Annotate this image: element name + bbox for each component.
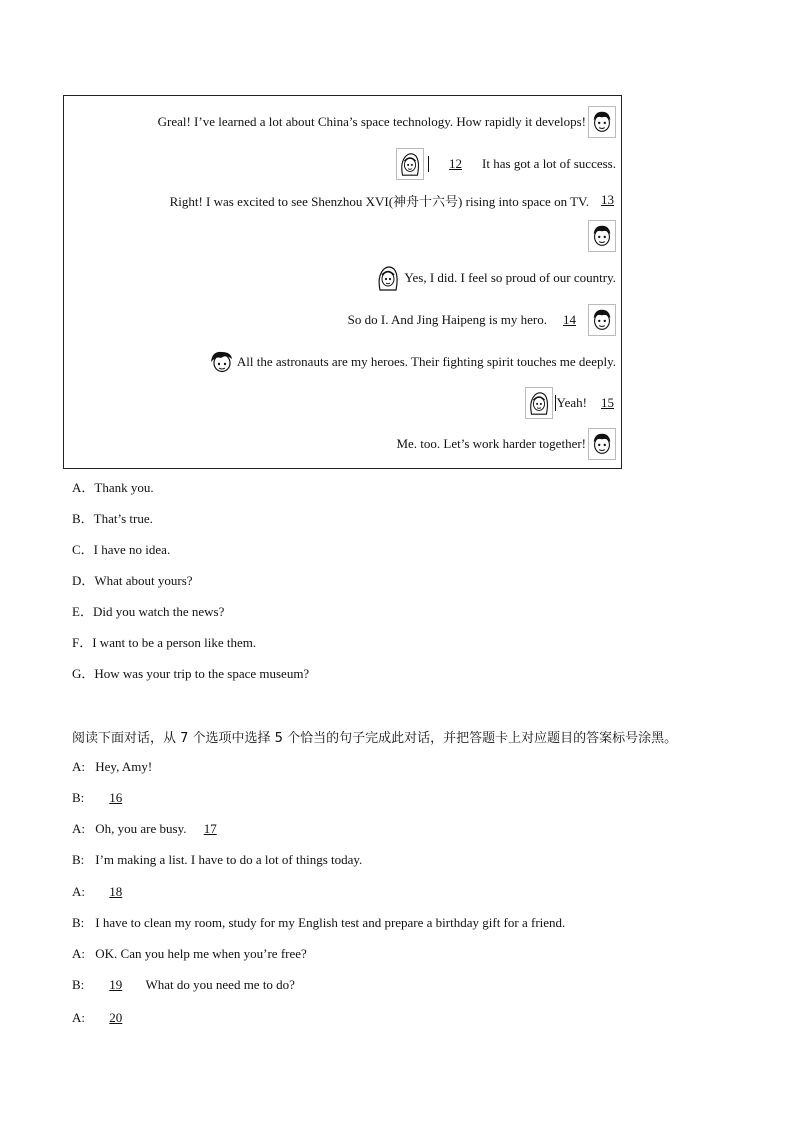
speaker-label: A:: [72, 1010, 85, 1025]
boy-avatar-icon: [588, 428, 616, 460]
speaker-label: A:: [72, 946, 85, 961]
dialogue-text: All the astronauts are my heroes. Their fighting spirit touches me deeply.: [236, 354, 616, 369]
dialogue-text: So do I. And Jing Haipeng is my hero.: [347, 312, 547, 327]
answer-blank[interactable]: 20: [109, 1010, 123, 1025]
dialogue2-line: [72, 915, 565, 931]
option-f[interactable]: F．I want to be a person like them.: [72, 635, 257, 650]
dialogue2-line: [72, 884, 136, 900]
dialogue-text: Greal! I’ve learned a lot about China’s space technology. How rapidly it develops!: [157, 114, 586, 129]
option-e[interactable]: E．Did you watch the news?: [72, 604, 225, 619]
dialogue2-line: [72, 790, 136, 806]
dialogue-text: It has got a lot of success.: [482, 156, 616, 171]
answer-blank[interactable]: 15: [601, 395, 614, 410]
speaker-label: A:: [72, 821, 85, 836]
dialogue2-line: [72, 852, 362, 868]
dialogue2-line: [72, 821, 231, 837]
divider: [428, 156, 429, 172]
dialogue2-text: I’m making a list. I have to do a lot of things today.: [95, 852, 363, 867]
dialogue2-text: What do you need me to do?: [145, 977, 295, 992]
option-b[interactable]: B．That’s true.: [72, 511, 153, 526]
dialogue2-text: OK. Can you help me when you’re free?: [95, 946, 307, 961]
speaker-label: B:: [72, 915, 85, 930]
speaker-label: B:: [72, 790, 85, 805]
dialogue2-line: [72, 1010, 136, 1026]
answer-blank[interactable]: 14: [563, 312, 576, 327]
dialogue-text: Right! I was excited to see Shenzhou XVI(神舟十六号) rising into space on TV.: [169, 193, 589, 209]
divider: [555, 395, 556, 411]
answer-blank[interactable]: 13: [601, 192, 614, 207]
girl-avatar-icon: [396, 148, 424, 180]
option-c[interactable]: C．I have no idea.: [72, 542, 171, 557]
dialogue2-line: [72, 759, 152, 775]
dialogue2-text: Hey, Amy!: [95, 759, 153, 774]
dialogue-line: [158, 105, 616, 139]
dialogue-line: [207, 345, 616, 379]
dialogue-text: Me. too. Let’s work harder together!: [396, 436, 586, 451]
dialogue-box: [63, 95, 622, 469]
boy-avatar-icon: [588, 220, 616, 252]
answer-blank[interactable]: 12: [449, 156, 463, 171]
option-a[interactable]: A．Thank you.: [72, 480, 154, 495]
speaker-label: A:: [72, 884, 85, 899]
dialogue-line: [374, 261, 616, 295]
answer-blank[interactable]: 16: [109, 790, 123, 805]
option-g[interactable]: G．How was your trip to the space museum?: [72, 666, 310, 681]
dialogue-text: Yeah!: [556, 395, 587, 410]
dialogue2-line: [72, 977, 295, 993]
speaker-label: B:: [72, 977, 85, 992]
instruction-text: 阅读下面对话，从 7 个选项中选择 5 个恰当的句子完成此对话，并把答题卡上对应题目的答案标号涂黑。: [72, 731, 678, 746]
answer-blank[interactable]: 17: [203, 821, 217, 836]
dialogue2-text: Oh, you are busy.: [95, 821, 187, 836]
dialogue2-text: I have to clean my room, study for my English test and prepare a birthday gift for a friend.: [95, 915, 566, 930]
dialogue-line: [396, 427, 616, 461]
dialogue-line: [170, 183, 616, 217]
answer-blank[interactable]: 19: [109, 977, 123, 992]
boy-avatar-icon: [588, 106, 616, 138]
dialogue-text: Yes, I did. I feel so proud of our country.: [404, 270, 616, 285]
answer-blank[interactable]: 18: [109, 884, 123, 899]
dialogue-line: [525, 386, 616, 420]
girl-avatar-icon: [525, 387, 553, 419]
dialogue-line: [348, 303, 616, 337]
dialogue2-line: [72, 946, 307, 962]
boy-avatar-icon: [207, 346, 235, 378]
girl-avatar-icon: [374, 262, 402, 294]
dialogue-line: [586, 219, 616, 253]
dialogue-line: [396, 147, 616, 181]
boy-avatar-icon: [588, 304, 616, 336]
speaker-label: B:: [72, 852, 85, 867]
option-d[interactable]: D．What about yours?: [72, 573, 193, 588]
speaker-label: A:: [72, 759, 85, 774]
